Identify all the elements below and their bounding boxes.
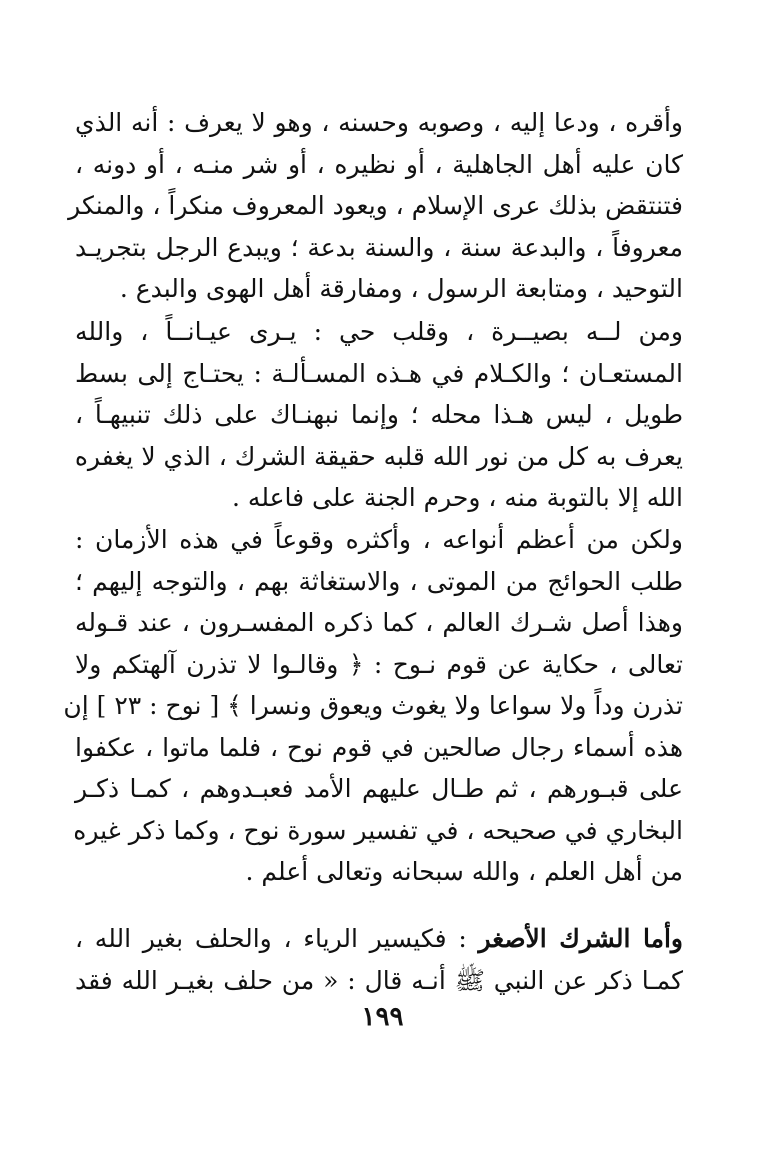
heading-continuation: : فكيسير الرياء ، والحلف بغير الله ، — [75, 924, 479, 953]
text-line: من أهل العلم ، والله سبحانه وتعالى أعلم . — [245, 857, 683, 886]
section-heading: وأما الشرك الأصغر — [478, 924, 683, 953]
text-line: تعالى ، حكاية عن قوم نـوح : ﴿ وقالـوا لا تذرن آلهتكم ولا — [75, 649, 683, 679]
text-line: وهذا أصل شـرك العالم ، كما ذكره المفسـرون ، عند قـوله — [75, 608, 683, 637]
text-line: وأقره ، ودعا إليه ، وصوبه وحسنه ، وهو لا يعرف : أنه الذي — [75, 108, 683, 137]
text-line: البخاري في صحيحه ، في تفسير سورة نوح ، وكما ذكر غيره — [73, 815, 683, 845]
text-line: على قبـورهم ، ثم طـال عليهم الأمد فعبـدوهم ، كمـا ذكـر — [75, 774, 683, 803]
text-line: معروفاً ، والبدعة سنة ، والسنة بدعة ؛ ويبدع الرجل بتجريـد — [75, 232, 683, 262]
text-line: ومن لــه بصيــرة ، وقلب حي : يـرى عيـانــاً ، والله — [75, 317, 683, 346]
text-line: طويل ، ليس هـذا محله ؛ وإنما نبهنـاك على ذلك تنبيهـاً ، — [75, 400, 683, 429]
paragraph-1 — [68, 102, 683, 310]
text-line: هذه أسماء رجال صالحين في قوم نوح ، فلما ماتوا ، عكفوا — [75, 732, 683, 762]
text-line: فتنتقض بذلك عرى الإسلام ، ويعود المعروف منكراً ، والمنكر — [68, 191, 683, 220]
text-line: كمـا ذكر عن النبي ﷺ أنـه قال : « من حلف بغيـر الله فقد — [75, 965, 683, 995]
paragraph-3 — [63, 519, 683, 893]
text-line: ولكن من أعظم أنواعه ، وأكثره وقوعاً في هذه الأزمان : — [75, 525, 683, 554]
text-line: المستعـان ؛ والكـلام في هـذه المسـألـة : يحتـاج إلى بسط — [75, 358, 683, 388]
text-line: يعرف به كل من نور الله قلبه حقيقة الشرك ، الذي لا يغفره — [74, 441, 683, 471]
text-line: طلب الحوائج من الموتى ، والاستغاثة بهم ، والتوجه إليهم ؛ — [75, 566, 683, 596]
text-line: الله إلا بالتوبة منه ، وحرم الجنة على فاعله . — [232, 483, 683, 512]
page-number: ١٩٩ — [361, 1002, 404, 1032]
text-line: تذرن وداً ولا سواعا ولا يغوث ويعوق ونسرا ﴾ [ نوح : ٢٣ ] إن — [63, 691, 683, 720]
paragraph-2 — [75, 311, 683, 519]
text-line: التوحيد ، ومتابعة الرسول ، ومفارقة أهل الهوى والبدع . — [119, 274, 683, 303]
paragraph-4 — [75, 918, 683, 1001]
text-line: كان عليه أهل الجاهلية ، أو نظيره ، أو شر منـه ، أو دونه ، — [75, 149, 683, 179]
text-line — [75, 918, 683, 960]
